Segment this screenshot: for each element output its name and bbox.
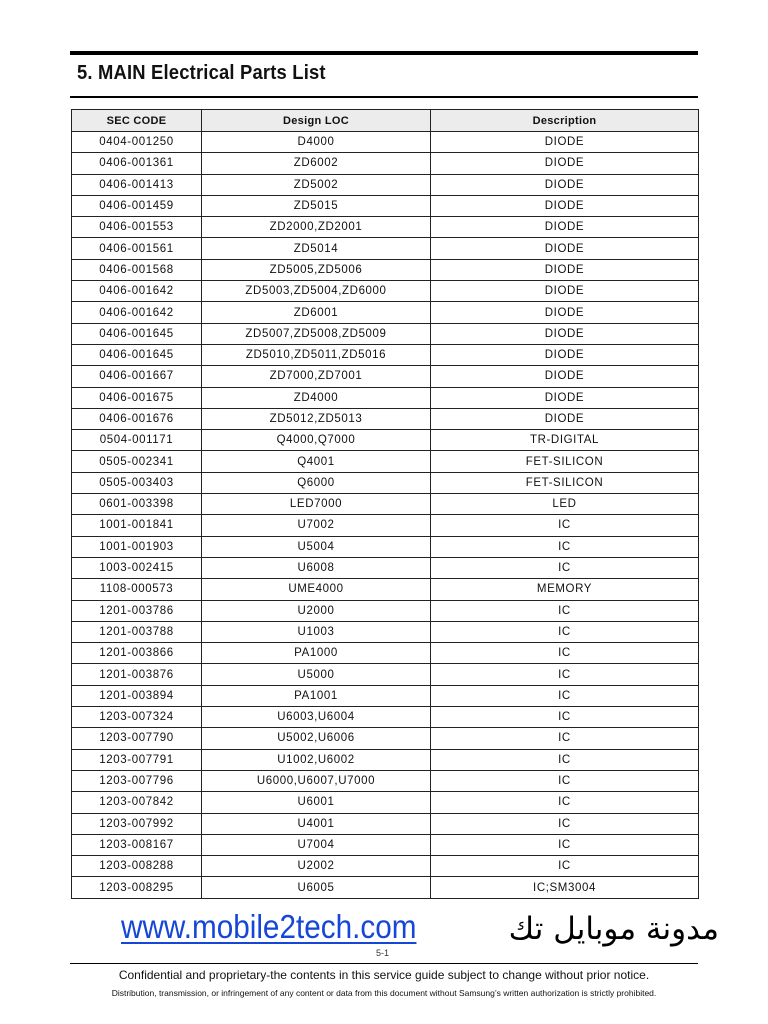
- description-cell: DIODE: [431, 153, 699, 174]
- design-loc-cell: PA1001: [202, 685, 431, 706]
- table-row: [72, 856, 699, 877]
- description-cell: DIODE: [431, 281, 699, 302]
- description-cell: DIODE: [431, 302, 699, 323]
- footer-distribution-notice: Distribution, transmission, or infringement of any content or data from this document without Samsung’s written authorization is strictly prohibited.: [111, 988, 657, 998]
- description-cell: IC: [431, 536, 699, 557]
- description-cell: IC: [431, 728, 699, 749]
- design-loc-cell: ZD5003,ZD5004,ZD6000: [202, 281, 431, 302]
- design-loc-cell: U5000: [202, 664, 431, 685]
- sec-code-cell: 0406-001645: [72, 323, 202, 344]
- design-loc-cell: ZD7000,ZD7001: [202, 366, 431, 387]
- sec-code-cell: 0406-001553: [72, 217, 202, 238]
- description-cell: MEMORY: [431, 579, 699, 600]
- description-cell: IC: [431, 685, 699, 706]
- sec-code-cell: 0406-001675: [72, 387, 202, 408]
- design-loc-cell: ZD6001: [202, 302, 431, 323]
- table-row: [72, 707, 699, 728]
- page-title: 5. MAIN Electrical Parts List: [77, 62, 326, 84]
- description-cell: DIODE: [431, 217, 699, 238]
- table-header-row: [72, 110, 699, 132]
- description-cell: IC: [431, 643, 699, 664]
- footer-rule: [70, 963, 698, 964]
- design-loc-cell: U6008: [202, 557, 431, 578]
- table-row: [72, 451, 699, 472]
- sec-code-cell: 0406-001667: [72, 366, 202, 387]
- sec-code-cell: 1001-001903: [72, 536, 202, 557]
- table-row: [72, 430, 699, 451]
- design-loc-cell: ZD5015: [202, 195, 431, 216]
- description-cell: DIODE: [431, 195, 699, 216]
- design-loc-cell: UME4000: [202, 579, 431, 600]
- description-cell: DIODE: [431, 387, 699, 408]
- sec-code-cell: 0406-001676: [72, 408, 202, 429]
- description-cell: FET-SILICON: [431, 451, 699, 472]
- column-header-sec-code: SEC CODE: [72, 110, 202, 132]
- table-row: [72, 728, 699, 749]
- design-loc-cell: U2002: [202, 856, 431, 877]
- parts-table-body: [72, 132, 699, 899]
- description-cell: DIODE: [431, 323, 699, 344]
- design-loc-cell: PA1000: [202, 643, 431, 664]
- column-header-design-loc: Design LOC: [202, 110, 431, 132]
- table-row: [72, 643, 699, 664]
- sec-code-cell: 1203-007324: [72, 707, 202, 728]
- description-cell: DIODE: [431, 238, 699, 259]
- table-row: [72, 834, 699, 855]
- column-header-description: Description: [431, 110, 699, 132]
- description-cell: IC: [431, 621, 699, 642]
- description-cell: DIODE: [431, 344, 699, 365]
- table-row: [72, 621, 699, 642]
- table-row: [72, 579, 699, 600]
- table-row: [72, 557, 699, 578]
- design-loc-cell: U6001: [202, 792, 431, 813]
- table-row: [72, 217, 699, 238]
- description-cell: IC: [431, 813, 699, 834]
- sec-code-cell: 1203-007992: [72, 813, 202, 834]
- sec-code-cell: 1203-007791: [72, 749, 202, 770]
- watermark-arabic-text: مدونة موبايل تك: [508, 911, 719, 947]
- top-rule: [70, 51, 698, 55]
- sec-code-cell: 1203-008288: [72, 856, 202, 877]
- description-cell: IC: [431, 770, 699, 791]
- sec-code-cell: 0505-003403: [72, 472, 202, 493]
- sec-code-cell: 1108-000573: [72, 579, 202, 600]
- description-cell: TR-DIGITAL: [431, 430, 699, 451]
- description-cell: IC: [431, 515, 699, 536]
- sec-code-cell: 0406-001361: [72, 153, 202, 174]
- design-loc-cell: U4001: [202, 813, 431, 834]
- description-cell: IC: [431, 834, 699, 855]
- design-loc-cell: ZD5005,ZD5006: [202, 259, 431, 280]
- sec-code-cell: 1203-007842: [72, 792, 202, 813]
- table-row: [72, 366, 699, 387]
- description-cell: IC: [431, 792, 699, 813]
- sec-code-cell: 1201-003786: [72, 600, 202, 621]
- description-cell: DIODE: [431, 259, 699, 280]
- design-loc-cell: Q6000: [202, 472, 431, 493]
- table-row: [72, 323, 699, 344]
- design-loc-cell: ZD2000,ZD2001: [202, 217, 431, 238]
- table-row: [72, 387, 699, 408]
- table-row: [72, 302, 699, 323]
- sec-code-cell: 0406-001568: [72, 259, 202, 280]
- design-loc-cell: D4000: [202, 132, 431, 153]
- table-row: [72, 281, 699, 302]
- table-row: [72, 132, 699, 153]
- sec-code-cell: 0404-001250: [72, 132, 202, 153]
- sec-code-cell: 1003-002415: [72, 557, 202, 578]
- table-row: [72, 792, 699, 813]
- design-loc-cell: U6000,U6007,U7000: [202, 770, 431, 791]
- title-rule: [70, 96, 698, 98]
- watermark-link[interactable]: www.mobile2tech.com: [121, 908, 417, 945]
- sec-code-cell: 1203-008295: [72, 877, 202, 898]
- table-row: [72, 195, 699, 216]
- description-cell: IC;SM3004: [431, 877, 699, 898]
- footer-confidential-notice: Confidential and proprietary-the contents in this service guide subject to change without prior notice.: [118, 968, 650, 982]
- table-row: [72, 408, 699, 429]
- table-row: [72, 770, 699, 791]
- table-row: [72, 472, 699, 493]
- sec-code-cell: 0406-001561: [72, 238, 202, 259]
- description-cell: DIODE: [431, 174, 699, 195]
- design-loc-cell: ZD5002: [202, 174, 431, 195]
- design-loc-cell: U7002: [202, 515, 431, 536]
- description-cell: IC: [431, 664, 699, 685]
- description-cell: DIODE: [431, 132, 699, 153]
- table-row: [72, 813, 699, 834]
- table-row: [72, 259, 699, 280]
- design-loc-cell: ZD6002: [202, 153, 431, 174]
- description-cell: IC: [431, 856, 699, 877]
- design-loc-cell: U5004: [202, 536, 431, 557]
- sec-code-cell: 0406-001413: [72, 174, 202, 195]
- design-loc-cell: U2000: [202, 600, 431, 621]
- parts-table: [71, 109, 699, 899]
- sec-code-cell: 0406-001459: [72, 195, 202, 216]
- description-cell: FET-SILICON: [431, 472, 699, 493]
- design-loc-cell: ZD5010,ZD5011,ZD5016: [202, 344, 431, 365]
- design-loc-cell: Q4001: [202, 451, 431, 472]
- design-loc-cell: U1003: [202, 621, 431, 642]
- sec-code-cell: 0406-001645: [72, 344, 202, 365]
- sec-code-cell: 0504-001171: [72, 430, 202, 451]
- design-loc-cell: U6003,U6004: [202, 707, 431, 728]
- table-row: [72, 749, 699, 770]
- design-loc-cell: Q4000,Q7000: [202, 430, 431, 451]
- sec-code-cell: 0406-001642: [72, 302, 202, 323]
- description-cell: DIODE: [431, 408, 699, 429]
- design-loc-cell: ZD5007,ZD5008,ZD5009: [202, 323, 431, 344]
- table-row: [72, 515, 699, 536]
- description-cell: DIODE: [431, 366, 699, 387]
- page-number: 5-1: [376, 948, 390, 958]
- table-row: [72, 494, 699, 515]
- design-loc-cell: U1002,U6002: [202, 749, 431, 770]
- table-row: [72, 344, 699, 365]
- sec-code-cell: 0406-001642: [72, 281, 202, 302]
- description-cell: IC: [431, 749, 699, 770]
- sec-code-cell: 1201-003788: [72, 621, 202, 642]
- table-row: [72, 664, 699, 685]
- table-row: [72, 238, 699, 259]
- design-loc-cell: U5002,U6006: [202, 728, 431, 749]
- table-row: [72, 174, 699, 195]
- design-loc-cell: ZD4000: [202, 387, 431, 408]
- description-cell: IC: [431, 707, 699, 728]
- sec-code-cell: 1203-007790: [72, 728, 202, 749]
- description-cell: IC: [431, 557, 699, 578]
- design-loc-cell: ZD5012,ZD5013: [202, 408, 431, 429]
- design-loc-cell: U6005: [202, 877, 431, 898]
- sec-code-cell: 1001-001841: [72, 515, 202, 536]
- sec-code-cell: 0601-003398: [72, 494, 202, 515]
- description-cell: LED: [431, 494, 699, 515]
- table-row: [72, 536, 699, 557]
- table-row: [72, 153, 699, 174]
- design-loc-cell: U7004: [202, 834, 431, 855]
- table-row: [72, 600, 699, 621]
- sec-code-cell: 1203-007796: [72, 770, 202, 791]
- sec-code-cell: 1203-008167: [72, 834, 202, 855]
- sec-code-cell: 1201-003894: [72, 685, 202, 706]
- sec-code-cell: 1201-003866: [72, 643, 202, 664]
- design-loc-cell: ZD5014: [202, 238, 431, 259]
- sec-code-cell: 0505-002341: [72, 451, 202, 472]
- table-row: [72, 685, 699, 706]
- description-cell: IC: [431, 600, 699, 621]
- sec-code-cell: 1201-003876: [72, 664, 202, 685]
- design-loc-cell: LED7000: [202, 494, 431, 515]
- table-row: [72, 877, 699, 898]
